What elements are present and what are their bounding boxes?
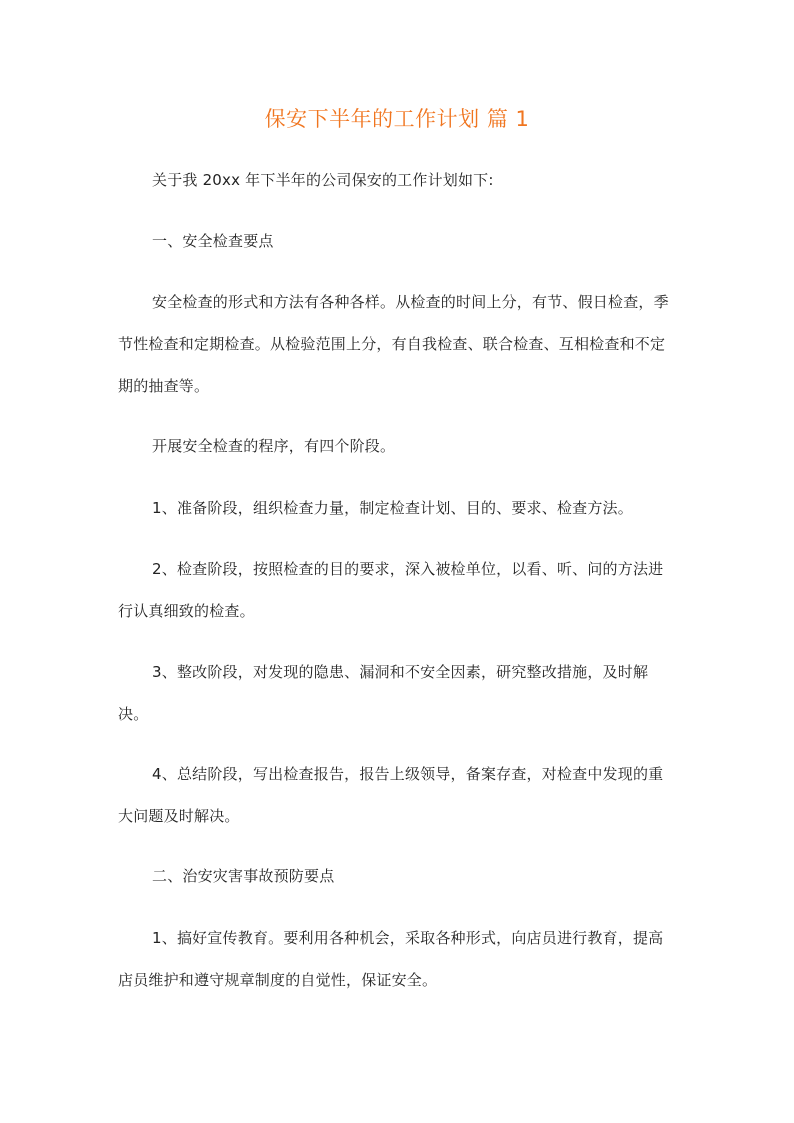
list-item-stage-2: 2、检查阶段，按照检查的目的要求，深入被检单位，以看、听、问的方法进行认真细致的检查。 — [118, 560, 664, 620]
section-heading-2: 二、治安灾害事故预防要点 — [152, 867, 335, 885]
section-heading-1: 一、安全检查要点 — [152, 232, 274, 250]
paragraph-check-forms: 安全检查的形式和方法有各种各样。从检查的时间上分，有节、假日检查，季节性检查和定期检查。从检验范围上分，有自我检查、联合检查、互相检查和不定期的抽查等。 — [118, 293, 669, 395]
paragraph-check-stages: 开展安全检查的程序，有四个阶段。 — [152, 437, 396, 455]
list-item-stage-1: 1、准备阶段，组织检查力量，制定检查计划、目的、要求、检查方法。 — [152, 499, 633, 517]
document-title: 保安下半年的工作计划 篇 1 — [264, 107, 530, 131]
intro-paragraph: 关于我 20xx 年下半年的公司保安的工作计划如下: — [152, 171, 494, 189]
list-item-prevention-1: 1、搞好宣传教育。要利用各种机会，采取各种形式，向店员进行教育，提高店员维护和遵守规章制度的自觉性，保证安全。 — [118, 929, 664, 989]
list-item-stage-4: 4、总结阶段，写出检查报告，报告上级领导，备案存查，对检查中发现的重大问题及时解决。 — [118, 765, 664, 825]
list-item-stage-3: 3、整改阶段，对发现的隐患、漏洞和不安全因素，研究整改措施，及时解决。 — [118, 663, 649, 723]
